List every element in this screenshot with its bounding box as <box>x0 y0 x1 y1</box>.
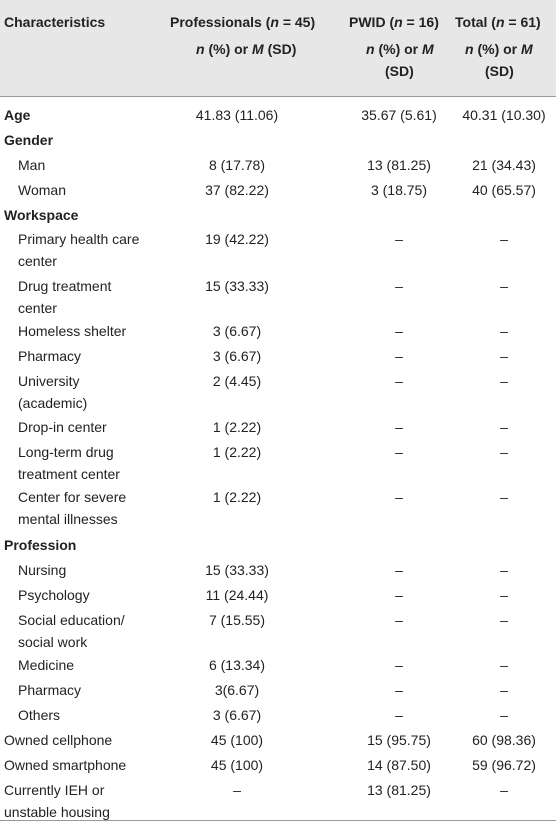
cell-total: – <box>500 562 508 578</box>
cell-total: – <box>500 782 508 798</box>
row-label: Others <box>18 707 61 723</box>
cell-pwid: – <box>395 348 403 364</box>
cell-professionals: 15 (33.33) <box>205 562 269 578</box>
cell-pwid: – <box>395 444 403 460</box>
header-total: Total (n = 61) <box>455 14 541 30</box>
row-label: Profession <box>4 537 77 553</box>
row-label: Age <box>4 107 31 123</box>
header-pwid: PWID (n = 16) <box>349 14 439 30</box>
row-label: Social education/ <box>18 612 125 628</box>
row-label: Nursing <box>18 562 67 578</box>
cell-pwid: – <box>395 562 403 578</box>
subheader-pwid-line2: (SD) <box>385 63 414 79</box>
cell-total: – <box>500 278 508 294</box>
cell-professionals: 15 (33.33) <box>205 278 269 294</box>
cell-professionals: 2 (4.45) <box>212 373 262 389</box>
cell-professionals: 3 (6.67) <box>212 323 262 339</box>
row-label-continued: center <box>18 300 57 316</box>
cell-total: 59 (96.72) <box>472 757 536 773</box>
row-label: Psychology <box>18 587 90 603</box>
cell-professionals: 41.83 (11.06) <box>195 107 279 123</box>
cell-total: – <box>500 444 508 460</box>
cell-total: – <box>500 682 508 698</box>
cell-professionals: 7 (15.55) <box>208 612 266 628</box>
cell-pwid: 35.67 (5.61) <box>361 107 437 123</box>
header-divider <box>0 96 556 97</box>
cell-total: – <box>500 323 508 339</box>
cell-pwid: 3 (18.75) <box>370 182 428 198</box>
row-label: Homeless shelter <box>18 323 127 339</box>
row-label: Primary health care <box>18 231 140 247</box>
cell-total: – <box>500 231 508 247</box>
cell-pwid: – <box>395 682 403 698</box>
row-label: Woman <box>18 182 66 198</box>
row-label-continued: center <box>18 253 57 269</box>
row-label-continued: unstable housing <box>4 804 110 820</box>
cell-professionals: 19 (42.22) <box>205 231 269 247</box>
cell-professionals: 3 (6.67) <box>212 348 262 364</box>
header-characteristics: Characteristics <box>4 14 106 30</box>
subheader-professionals: n (%) or M (SD) <box>196 41 297 57</box>
subheader-total-line1: n (%) or M <box>465 41 533 57</box>
cell-pwid: 13 (81.25) <box>367 157 431 173</box>
cell-total: 40 (65.57) <box>472 182 536 198</box>
cell-professionals: 11 (24.44) <box>205 587 269 603</box>
cell-professionals: 37 (82.22) <box>205 182 269 198</box>
row-label: Center for severe <box>18 489 127 505</box>
cell-pwid: – <box>395 657 403 673</box>
row-label: Owned cellphone <box>4 732 113 748</box>
row-label: Long-term drug <box>18 444 114 460</box>
row-label-continued: social work <box>18 634 88 650</box>
cell-professionals: 3(6.67) <box>214 682 260 698</box>
cell-pwid: – <box>395 612 403 628</box>
cell-total: – <box>500 489 508 505</box>
cell-pwid: – <box>395 278 403 294</box>
cell-pwid: 13 (81.25) <box>367 782 431 798</box>
cell-professionals: 1 (2.22) <box>212 419 262 435</box>
cell-pwid: 14 (87.50) <box>367 757 431 773</box>
row-label: Currently IEH or <box>4 782 105 798</box>
row-label: Workspace <box>4 207 79 223</box>
row-label: Owned smartphone <box>4 757 127 773</box>
cell-total: – <box>500 587 508 603</box>
cell-professionals: 45 (100) <box>210 757 264 773</box>
row-label-continued: treatment center <box>18 466 120 482</box>
cell-professionals: – <box>233 782 241 798</box>
row-label: University <box>18 373 80 389</box>
row-label: Man <box>18 157 46 173</box>
cell-total: – <box>500 707 508 723</box>
cell-pwid: – <box>395 373 403 389</box>
row-label: Pharmacy <box>18 682 82 698</box>
cell-professionals: 6 (13.34) <box>208 657 266 673</box>
cell-professionals: 45 (100) <box>210 732 264 748</box>
row-label: Medicine <box>18 657 75 673</box>
cell-professionals: 1 (2.22) <box>212 444 262 460</box>
row-label-continued: (academic) <box>18 395 88 411</box>
cell-total: 60 (98.36) <box>472 732 536 748</box>
cell-total: – <box>500 373 508 389</box>
cell-pwid: – <box>395 587 403 603</box>
row-label: Drug treatment <box>18 278 112 294</box>
cell-pwid: – <box>395 707 403 723</box>
cell-professionals: 1 (2.22) <box>212 489 262 505</box>
cell-professionals: 3 (6.67) <box>212 707 262 723</box>
cell-total: – <box>500 419 508 435</box>
row-label-continued: mental illnesses <box>18 511 118 527</box>
cell-total: 21 (34.43) <box>472 157 536 173</box>
cell-pwid: – <box>395 231 403 247</box>
cell-total: – <box>500 348 508 364</box>
cell-pwid: 15 (95.75) <box>367 732 431 748</box>
cell-pwid: – <box>395 419 403 435</box>
cell-pwid: – <box>395 323 403 339</box>
subheader-total-line2: (SD) <box>485 63 514 79</box>
cell-professionals: 8 (17.78) <box>208 157 266 173</box>
cell-pwid: – <box>395 489 403 505</box>
subheader-pwid-line1: n (%) or M <box>366 41 434 57</box>
cell-total: – <box>500 657 508 673</box>
row-label: Pharmacy <box>18 348 82 364</box>
row-label: Drop-in center <box>18 419 107 435</box>
row-label: Gender <box>4 132 54 148</box>
cell-total: 40.31 (10.30) <box>462 107 546 123</box>
cell-total: – <box>500 612 508 628</box>
header-professionals: Professionals (n = 45) <box>170 14 316 30</box>
